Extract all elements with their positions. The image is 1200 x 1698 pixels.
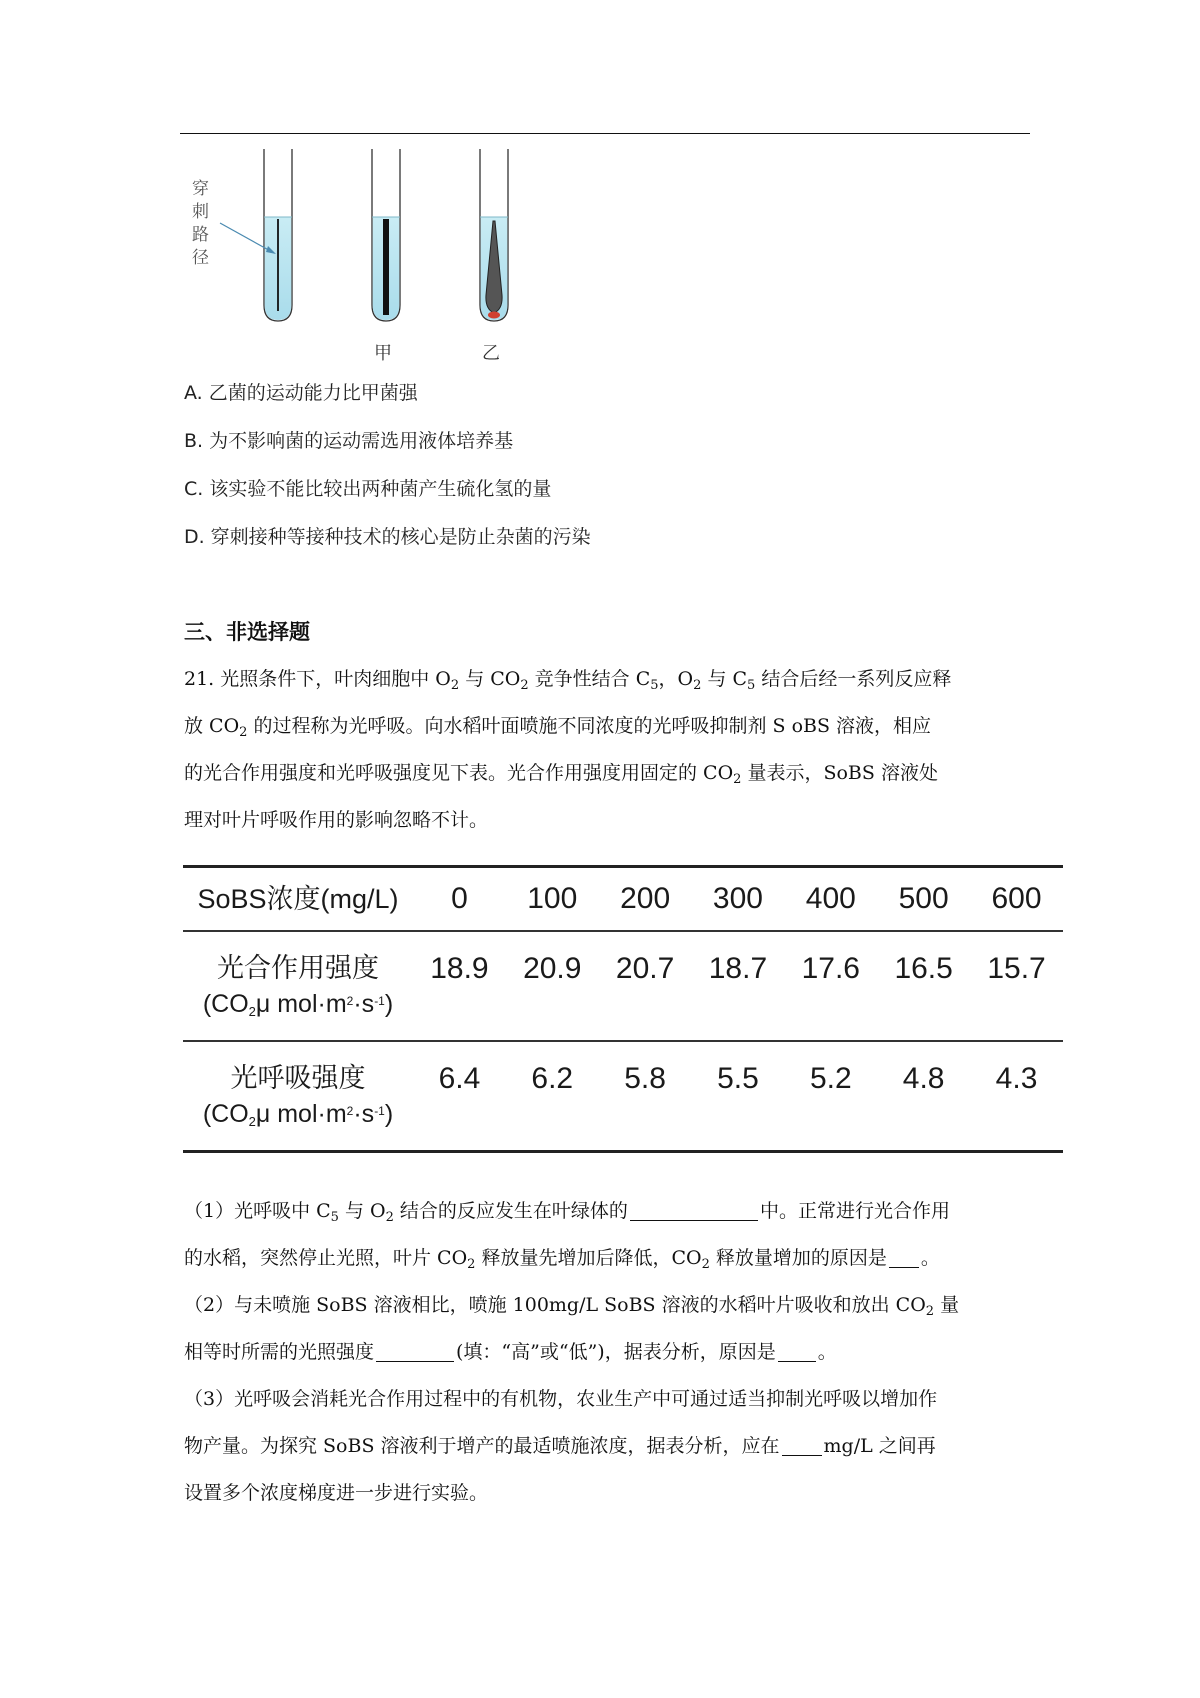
stem-line-4: 理对叶片呼吸作用的影响忽略不计。	[184, 809, 489, 831]
conc-600: 600	[991, 882, 1042, 915]
stem-line-2: 放 $CO_2$ 的过程称为光呼吸。向水稻叶面喷施不同浓度的光呼吸抑制剂 S oBS 溶液，相应	[184, 715, 932, 740]
sub-q1-line-1: （1）光呼吸中 $C_5$ 与 $O_2$ 结合的反应发生在叶绿体的 中。正常进行光合作用	[184, 1200, 950, 1225]
sub-q1-line-2: 的水稻，突然停止光照，叶片 $CO_2$ 释放量先增加后降低，$CO_2$ 释放量增加的原因是 。	[184, 1247, 940, 1272]
table-cell: 16.5	[894, 952, 953, 985]
answer-blank[interactable]	[376, 1341, 454, 1362]
tube-label-jia: 甲	[374, 343, 392, 364]
test-tube-figure	[180, 145, 540, 365]
header-label: SoBS浓度(mg/L)	[197, 884, 399, 914]
option-b[interactable]	[184, 426, 513, 453]
answer-blank[interactable]	[889, 1247, 919, 1268]
option-text: 穿刺接种等接种技术的核心是防止杂菌的污染	[210, 526, 591, 548]
table-cell: 20.7	[615, 952, 675, 985]
answer-blank[interactable]	[630, 1200, 758, 1221]
sub-q3-line-1: （3）光呼吸会消耗光合作用过程中的有机物，农业生产中可通过适当抑制光呼吸以增加作	[184, 1388, 938, 1410]
option-c[interactable]	[184, 474, 551, 501]
sobs-data-table	[183, 865, 1063, 1153]
conc-500: 500	[898, 882, 949, 915]
table-cell: 4.3	[995, 1062, 1038, 1095]
conc-400: 400	[805, 882, 856, 915]
conc-0: 0	[451, 882, 468, 915]
sub-q2-line-2: 相等时所需的光照强度 (填：“高”或“低”)，据表分析，原因是 。	[184, 1341, 837, 1363]
option-letter: B.	[184, 430, 204, 452]
option-d[interactable]	[184, 522, 591, 549]
test-tube-yi	[480, 149, 508, 321]
table-cell: 6.2	[531, 1062, 574, 1095]
test-tube-control	[264, 149, 292, 321]
figure-label-path: 穿刺路径	[192, 179, 209, 268]
table-cell: 5.8	[624, 1062, 666, 1095]
conc-200: 200	[620, 882, 671, 915]
row-label-photorespiration: 光呼吸强度 ($CO_2\mu$ $mol\cdot m^2\cdot s^{-1}$)	[202, 1063, 394, 1129]
sub-q2-line-1: （2）与未喷施 SoBS 溶液相比，喷施 100mg/L SoBS 溶液的水稻叶片吸收和放出 $CO_2$ 量	[184, 1294, 960, 1319]
table-header-row	[183, 867, 1063, 932]
table-cell: 20.9	[523, 952, 582, 985]
answer-blank[interactable]	[782, 1435, 822, 1456]
conc-100: 100	[527, 882, 578, 915]
option-text: 为不影响菌的运动需选用液体培养基	[209, 430, 514, 452]
table-cell: 5.5	[717, 1062, 759, 1095]
table-cell: 15.7	[987, 952, 1046, 985]
sub-q3-line-3: 设置多个浓度梯度进一步进行实验。	[184, 1482, 489, 1504]
option-text: 该实验不能比较出两种菌产生硫化氢的量	[209, 478, 552, 500]
sub-questions	[184, 1188, 1014, 1517]
table-row-photosynthesis	[183, 931, 1063, 1041]
question-21-stem	[184, 656, 1014, 844]
table-cell: 5.2	[809, 1062, 852, 1095]
table-cell: 4.8	[902, 1062, 945, 1095]
table-row-photorespiration	[183, 1041, 1063, 1152]
option-a[interactable]	[184, 378, 418, 405]
section-title: 三、非选择题	[184, 620, 310, 644]
option-letter: D.	[184, 526, 205, 548]
test-tube-jia	[372, 149, 400, 321]
table-cell: 17.6	[801, 952, 860, 985]
tube-label-yi: 乙	[482, 343, 500, 364]
conc-300: 300	[712, 882, 763, 915]
row-label-photosynthesis: 光合作用强度 ($CO_2\mu$ $mol\cdot m^2\cdot s^{-1}$)	[202, 953, 394, 1019]
table-cell: 18.9	[430, 952, 489, 985]
header-rule	[180, 133, 1030, 134]
option-letter: C.	[184, 478, 204, 500]
stem-line-1: 21. 光照条件下，叶肉细胞中 $O_2$ 与 $CO_2$ 竞争性结合 $C_5$，$O_2$ 与 $C_5$ 结合后经一系列反应释	[184, 668, 952, 693]
answer-blank[interactable]	[778, 1341, 816, 1362]
sub-q3-line-2: 物产量。为探究 SoBS 溶液利于增产的最适喷施浓度，据表分析，应在 mg/L 之间再	[184, 1435, 936, 1457]
table-cell: 6.4	[438, 1062, 481, 1095]
stem-line-3: 的光合作用强度和光呼吸强度见下表。光合作用强度用固定的 $CO_2$ 量表示，SoBS 溶液处	[184, 762, 938, 787]
option-text: 乙菌的运动能力比甲菌强	[208, 382, 418, 404]
option-letter: A.	[184, 382, 203, 404]
table-cell: 18.7	[708, 952, 768, 985]
